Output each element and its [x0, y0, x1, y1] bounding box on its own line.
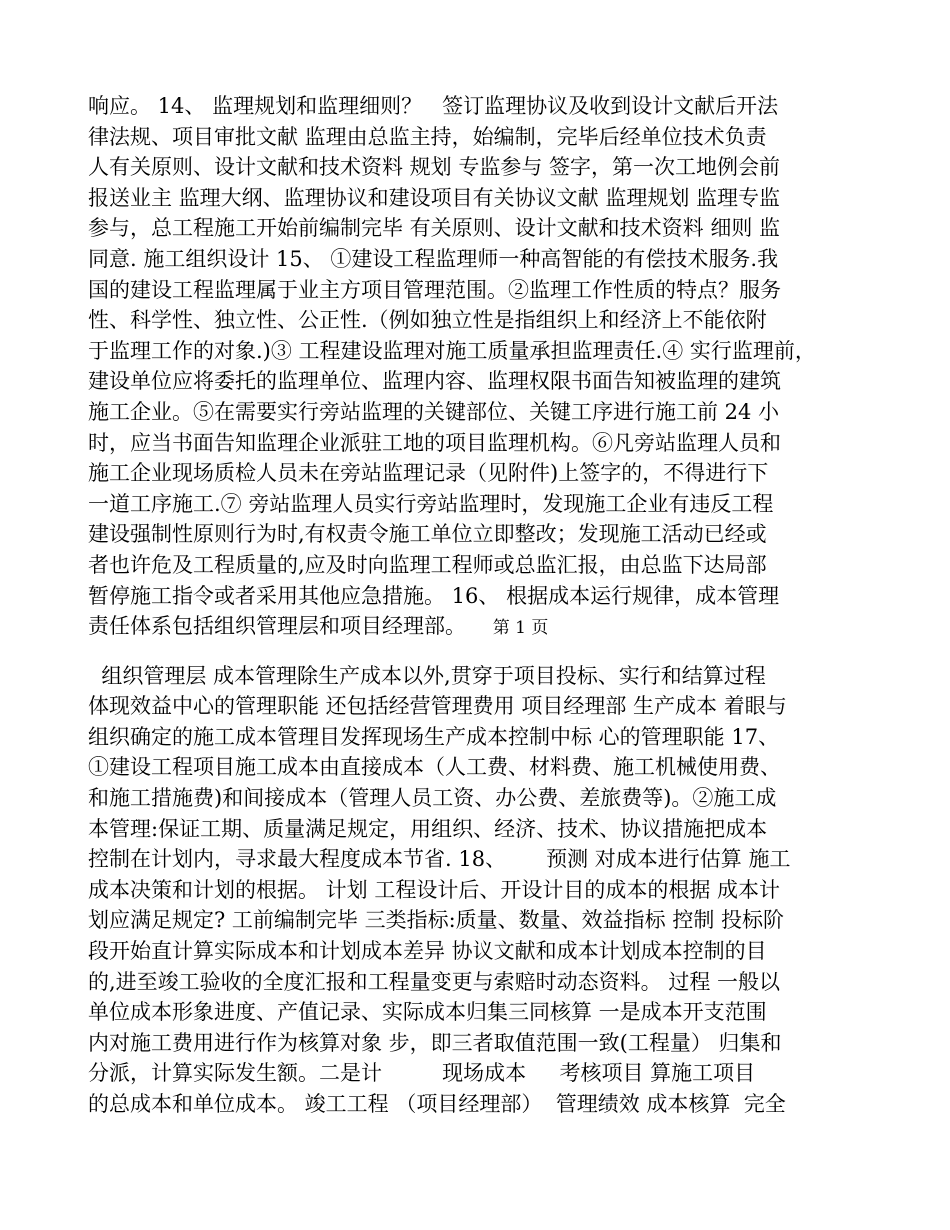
text-line: 建设单位应将委托的监理单位、监理内容、监理权限书面告知被监理的建筑	[88, 369, 781, 394]
text-line: 分派，计算实际发生额。二是计 现场成本 考核项目 算施工项目	[88, 1061, 756, 1086]
text-line: 内对施工费用进行作为核算对象 步，即三者取值范围一致(工程量） 归集和	[88, 1030, 782, 1055]
text-line: 一道工序施工.⑦ 旁站监理人员实行旁站监理时，发现施工企业有违反工程	[88, 491, 774, 516]
text-line: 段开始直计算实际成本和计划成本差异 协议文献和成本计划成本控制的目	[88, 939, 767, 964]
text-line: 同意. 施工组织设计 15、 ①建设工程监理师一种高智能的有偿技术服务.我	[88, 246, 779, 271]
text-line: 划应满足规定? 工前编制完毕 三类指标:质量、数量、效益指标 控制 投标阶	[88, 908, 785, 933]
paragraph-last-line-with-page-number	[88, 611, 878, 642]
text-line: 单位成本形象进度、产值记录、实际成本归集三同核算 一是成本开支范围	[88, 1000, 767, 1025]
text-line: 责任体系包括组织管理层和项目经理部。	[88, 614, 466, 639]
text-line: 于监理工作的对象.)③ 工程建设监理对施工质量承担监理责任.④ 实行监理前，	[88, 338, 816, 363]
text-line: 成本决策和计划的根据。 计划 工程设计后、开设计目的成本的根据 成本计	[88, 877, 781, 902]
document-body	[88, 91, 878, 1120]
text-line: 律法规、项目审批文献 监理由总监主持，始编制，完毕后经单位技术负责	[88, 124, 767, 149]
text-line: 国的建设工程监理属于业主方项目管理范围。②监理工作性质的特点？服务	[88, 277, 781, 302]
text-line: 施工企业。⑤在需要实行旁站监理的关键部位、关键工序进行施工前 24 小	[88, 399, 780, 424]
paragraph-block-2	[88, 661, 878, 1120]
text-line: 体现效益中心的管理职能 还包括经营管理费用 项目经理部 生产成本 着眼与	[88, 694, 787, 719]
text-line: ①建设工程项目施工成本由直接成本（人工费、材料费、施工机械使用费、	[88, 755, 781, 780]
text-line: 者也许危及工程质量的,应及时向监理工程师或总监汇报，由总监下达局部	[88, 552, 767, 577]
text-line: 和施工措施费)和间接成本（管理人员工资、办公费、差旅费等)。②施工成	[88, 786, 777, 811]
text-line: 暂停施工指令或者采用其他应急措施。 16、 根据成本运行规律，成本管理	[88, 583, 780, 608]
text-line: 组织管理层 成本管理除生产成本以外,贯穿于项目投标、实行和结算过程	[88, 663, 766, 688]
text-line: 的,进至竣工验收的全度汇报和工程量变更与索赔时动态资料。 过程 一般以	[88, 969, 781, 994]
text-line: 性、科学性、独立性、公正性.（例如独立性是指组织上和经济上不能依附	[88, 308, 767, 333]
text-line: 建设强制性原则行为时,有权责令施工单位立即整改；发现施工活动已经或	[88, 522, 767, 547]
text-line: 组织确定的施工成本管理目发挥现场生产成本控制中标 心的管理职能 17、	[88, 724, 780, 749]
text-line: 参与，总工程施工开始前编制完毕 有关原则、设计文献和技术资料 细则 监	[88, 216, 781, 241]
text-line: 施工企业现场质检人员未在旁站监理记录（见附件)上签字的，不得进行下	[88, 461, 769, 486]
text-line: 报送业主 监理大纲、监理协议和建设项目有关协议文献 监理规划 监理专监	[88, 185, 781, 210]
paragraph-block-1	[88, 91, 878, 611]
text-line: 的总成本和单位成本。 竣工工程 （项目经理部） 管理绩效 成本核算 完全	[88, 1092, 786, 1116]
text-line: 时，应当书面告知监理企业派驻工地的项目监理机构。⑥凡旁站监理人员和	[88, 430, 781, 455]
text-line: 人有关原则、设计文献和技术资料 规划 专监参与 签字，第一次工地例会前	[88, 155, 781, 180]
text-line: 响应。 14、 监理规划和监理细则？ 签订监理协议及收到设计文献后开法	[88, 94, 779, 118]
text-line: 本管理:保证工期、质量满足规定，用组织、经济、技术、协议措施把成本	[88, 816, 768, 841]
page-break-gap	[88, 642, 878, 661]
page-number: 第 1 页	[492, 618, 549, 639]
text-line: 控制在计划内，寻求最大程度成本节省. 18、 预测 对成本进行估算 施工	[88, 847, 791, 872]
